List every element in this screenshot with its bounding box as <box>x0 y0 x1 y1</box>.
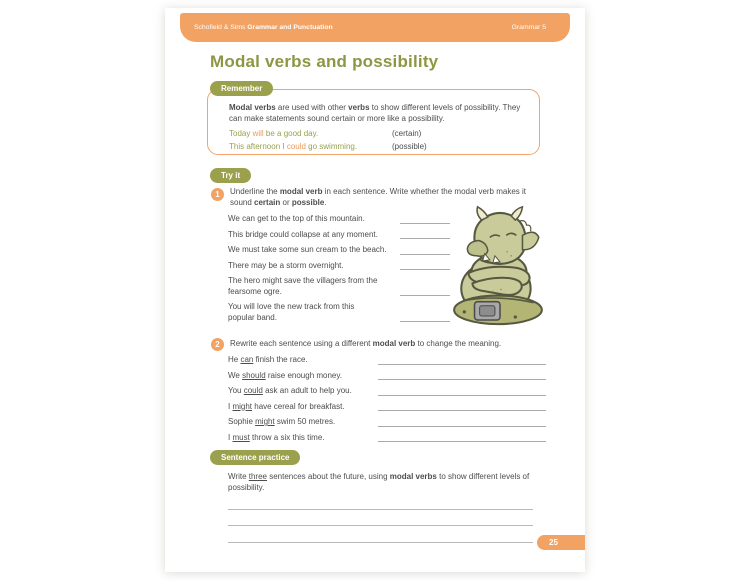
header-bar <box>180 13 570 42</box>
modal-verb-highlight: will <box>252 129 264 138</box>
underlined-modal-verb: should <box>242 370 266 380</box>
q2-sentence: We should raise enough money. <box>228 370 342 380</box>
q1-item-row <box>228 302 450 323</box>
question-2-items <box>228 355 546 448</box>
q1-sentence: We must take some sun cream to the beach. <box>228 245 387 254</box>
answer-blank <box>400 236 450 239</box>
answer-blank <box>400 293 450 296</box>
answer-blank <box>400 319 450 322</box>
q2-sentence: I must throw a six this time. <box>228 432 325 442</box>
q1-sentence: You will love the new track from this popular band. <box>228 302 355 322</box>
sentence-practice-badge: Sentence practice <box>210 450 300 465</box>
q2-item-row <box>228 386 546 397</box>
q2-item-row <box>228 355 546 366</box>
writing-line <box>228 510 533 527</box>
question-1-instruction: Underline the modal verb in each sentence. Write whether the modal verb makes it sound certain or possible. <box>230 187 527 207</box>
q2-item-row <box>228 371 546 382</box>
question-2-instruction: Rewrite each sentence using a different modal verb to change the meaning. <box>230 339 502 348</box>
answer-blank <box>400 252 450 255</box>
question-1-number: 1 <box>211 188 224 201</box>
q1-item-row <box>228 230 450 241</box>
worksheet-page <box>165 8 585 572</box>
q2-sentence: He can finish the race. <box>228 355 308 364</box>
page-number-badge: 25 <box>537 535 585 550</box>
q1-sentence: The hero might save the villagers from the fearsome ogre. <box>228 276 378 296</box>
header-brand: Schofield & Sims Grammar and Punctuation <box>194 24 333 31</box>
modal-verb-highlight: could <box>286 142 306 151</box>
q1-item-row <box>228 245 450 256</box>
q2-item-row <box>228 433 546 444</box>
q2-sentence: I might have cereal for breakfast. <box>228 401 345 411</box>
question-2-number: 2 <box>211 338 224 351</box>
q2-item-row <box>228 417 546 428</box>
certainty-tag: (certain) <box>392 129 422 138</box>
answer-blank <box>378 393 546 396</box>
underlined-modal-verb: can <box>240 355 254 364</box>
sentence-practice-instruction: Write three sentences about the future, using modal verbs to show different levels of possibility. <box>228 472 530 492</box>
underlined-modal-verb: must <box>232 432 250 442</box>
answer-blank <box>378 362 546 365</box>
answer-blank <box>378 424 546 427</box>
example-sentence-certain: Today will be a good day. (certain) <box>229 129 422 138</box>
page-title: Modal verbs and possibility <box>210 52 439 71</box>
try-it-badge: Try it <box>210 168 251 183</box>
answer-blank <box>400 267 450 270</box>
underlined-modal-verb: might <box>255 417 275 426</box>
writing-lines <box>228 493 533 543</box>
remember-badge: Remember <box>210 81 273 96</box>
q2-sentence: Sophie might swim 50 metres. <box>228 417 336 426</box>
answer-blank <box>378 439 546 442</box>
example-sentence-possible: This afternoon I could go swimming. (possible) <box>229 142 427 151</box>
q1-sentence: This bridge could collapse at any moment. <box>228 229 378 239</box>
writing-line <box>228 526 533 543</box>
q1-item-row <box>228 214 450 225</box>
q1-item-row <box>228 276 450 297</box>
q1-sentence: We can get to the top of this mountain. <box>228 214 365 223</box>
q2-item-row <box>228 402 546 413</box>
underlined-modal-verb: could <box>243 386 263 395</box>
underlined-modal-verb: might <box>232 401 253 411</box>
writing-line <box>228 493 533 510</box>
q1-item-row <box>228 261 450 272</box>
q1-sentence: There may be a storm overnight. <box>228 260 344 270</box>
answer-blank <box>400 221 450 224</box>
header-series-label: Grammar 5 <box>511 24 546 31</box>
ogre-illustration <box>448 204 550 330</box>
answer-blank <box>378 408 546 411</box>
answer-blank <box>378 377 546 380</box>
remember-box <box>207 89 540 155</box>
remember-text: Modal verbs are used with other verbs to show different levels of possibility. They can make statements sound certain or more like a possibility. <box>229 103 521 123</box>
q2-sentence: You could ask an adult to help you. <box>228 386 352 395</box>
question-1-items <box>228 214 450 328</box>
certainty-tag: (possible) <box>392 142 427 151</box>
